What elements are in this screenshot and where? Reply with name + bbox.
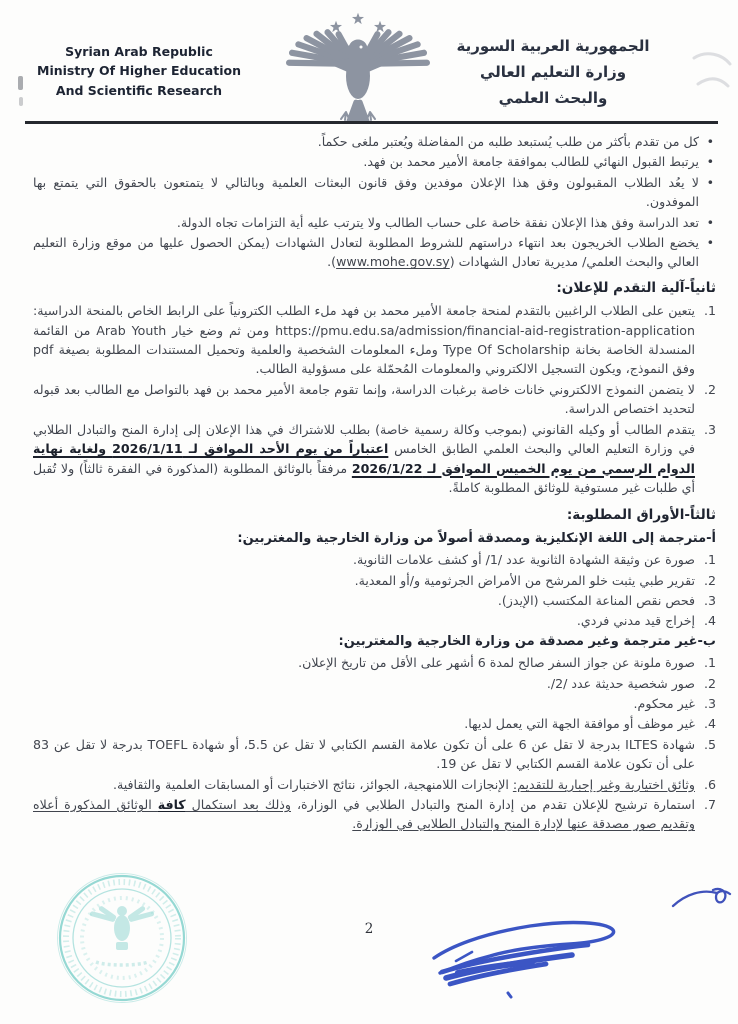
pmu-url-text: https://pmu.edu.sa/admission/financial-aid-registration-application: [275, 322, 695, 338]
item-number: 7.: [703, 797, 716, 812]
bullet-text: كل من تقدم بأكثر من طلب يُستبعد طلبه من المفاضلة ويُعتبر ملغى حكماً.: [317, 134, 699, 149]
numbered-item: [33, 420, 716, 498]
item-number: 2.: [703, 572, 716, 588]
bullet-marker: •: [706, 235, 714, 251]
document-body: [33, 131, 716, 835]
item-number: 3.: [703, 695, 716, 711]
arabic-header-line: الجمهورية العربية السورية: [456, 37, 650, 55]
item-text: يتعين على الطلاب الراغبين بالتقدم لمنحة جامعة الأمير محمد بن فهد ملء الطلب الكترونياً على الرابط الخاص بالمنحة الدراسية:: [33, 303, 695, 319]
bullet-text: يرتبط القبول النهائي للطالب بموافقة جامعة الأمير محمد بن فهد.: [363, 154, 699, 170]
numbered-item: [33, 591, 716, 610]
item-text: صورة ملونة عن جواز السفر صالح لمدة 6 أشهر على الأقل من تاريخ الإعلان.: [298, 655, 695, 671]
item-number: 4.: [703, 613, 716, 629]
bullet-marker: •: [706, 214, 714, 230]
item-text: إخراج قيد مدني فردي.: [576, 613, 695, 629]
intro-bullet-item: [33, 152, 716, 171]
arabic-header-line: وزارة التعليم العالي: [479, 62, 627, 81]
item-number: 3.: [703, 421, 716, 437]
numbered-item: [33, 694, 716, 713]
scan-edge-smudge: [18, 76, 23, 90]
syrian-eagle-emblem-icon: [283, 12, 433, 128]
item-underlined: وذلك بعد استكمال: [185, 797, 291, 812]
intro-bullet-item: [33, 132, 716, 151]
bullet-text: تعد الدراسة وفق هذا الإعلان نفقة خاصة على حساب الطالب ولا يترتب عليه أية التزامات تجاه الدولة.: [176, 214, 699, 230]
section-three-title: ثالثاً-الأوراق المطلوبة:: [566, 507, 716, 524]
item-text: غير موظف أو موافقة الجهة التي يعمل لديها.: [464, 716, 695, 732]
item-number: 2.: [703, 675, 716, 691]
item-number: 6.: [703, 776, 716, 792]
intro-bullet-item: [33, 173, 716, 212]
corner-scribble-icon: [670, 882, 734, 922]
numbered-item: [33, 611, 716, 630]
numbered-item: [33, 380, 716, 419]
group-a-list: [33, 550, 716, 631]
item-text: فحص نقص المناعة المكتسب (الإيدز).: [497, 592, 695, 608]
item-number: 4.: [703, 716, 716, 732]
intro-bullet-item: [33, 233, 716, 272]
bullet-marker: •: [706, 174, 714, 190]
group-b-title: ب-غير مترجمة وغير مصدقة من وزارة الخارجية والمغتربين:: [338, 633, 716, 649]
item-number: 1.: [703, 655, 716, 671]
item-text: يتقدم الطالب أو وكيله القانوني (بموجب وكالة رسمية خاصة) بطلب للاشتراك في هذا الإعلان إلى إدارة المنح والتبادل الطلابي في وزارة التعليم العالي والبحث العلمي الطابق الخامس: [33, 421, 696, 457]
ink-signature-icon: [420, 916, 640, 1005]
arabic-header-line: والبحث العلمي: [498, 88, 608, 107]
item-number: 1.: [703, 303, 716, 319]
group-b-list: [33, 653, 716, 834]
mohe-url-text: www.mohe.gov.sy: [336, 254, 450, 270]
bullet-text: لا يعُد الطلاب المقبولون وفق هذا الإعلان موفدين وفق قانون البعثات العلمية وبالتالي لا يتمتعون بالحقوق التي يتمتع بها الموفدون.: [33, 174, 699, 210]
item-text: مرفقاً بالوثائق المطلوبة (المذكورة في الفقرة ثالثاً) ولا تُقبل أي طلبات غير مستوفية للوثائق المطلوبة كاملةً.: [33, 460, 695, 495]
item-text: شهادة ILTES بدرجة لا تقل عن 6 على أن تكون علامة القسم الكتابي لا تقل عن 5.5، أو شهادة TOEFL بدرجة لا تقل عن 83 على أن تكون علامة القسم الكتابي لا تقل عن 19.: [33, 736, 695, 772]
numbered-item: [33, 653, 716, 672]
english-header-line: Syrian Arab Republic: [65, 44, 213, 59]
item-text: استمارة ترشيح للإعلان تقدم من إدارة المنح والتبادل الطلابي في الوزارة،: [291, 797, 695, 812]
item-text: الإنجازات اللامنهجية، الجوائز، نتائج الاختبارات أو المسابقات العلمية والثقافية.: [112, 776, 513, 792]
item-underlined-bold: كافة: [157, 797, 186, 812]
arabic-header: [438, 34, 668, 111]
item-text: صورة عن وثيقة الشهادة الثانوية عدد /1/ أو كشف علامات الثانوية.: [353, 552, 695, 568]
item-text: صور شخصية حديثة عدد /2/.: [546, 675, 695, 691]
item-number: 5.: [703, 736, 716, 752]
bullet-marker: •: [706, 134, 714, 149]
numbered-item: [33, 775, 716, 794]
section-two-title: ثانياً-آلية التقدم للإعلان:: [556, 279, 716, 296]
scan-edge-smudge: [19, 97, 23, 106]
numbered-item: [33, 550, 716, 569]
bullet-text: يخضع الطلاب الخريجون بعد انتهاء دراستهم للشروط المطلوبة لتعادل الشهادات (يمكن الحصول عليها من موقع وزارة التعليم العالي والبحث العلمي/ مديرية تعادل الشهادات (: [33, 235, 699, 270]
numbered-item: [33, 735, 716, 774]
intro-bullet-list: [33, 132, 716, 272]
item-text: غير محكوم.: [633, 695, 695, 711]
numbered-item: [33, 571, 716, 590]
english-header: [36, 42, 242, 100]
bullet-marker: •: [706, 154, 714, 170]
numbered-item: [33, 674, 716, 693]
ministry-round-stamp-icon: [44, 866, 204, 1024]
header-divider: [25, 121, 718, 124]
scan-artifact-marks: [686, 46, 738, 102]
item-text: ومن ثم وضع خيار Arab Youth من القائمة المنسدلة الخاصة بخانة Type Of Scholarship وملء المعلومات الشخصية والعلمية وتحميل المستندات المطلوبة بصيغة pdf وفق النموذج، ويكون التسجيل الالكتروني والمعلومات المُحمّلة على مسؤولية الطالب.: [33, 322, 695, 377]
numbered-item: [33, 714, 716, 733]
section-two-list: [33, 301, 716, 497]
item-underlined: الوثائق المذكورة أعلاه وتقديم صور مصدقة عنها لإدارة المنح والتبادل الطلابي في الوزارة.: [33, 797, 695, 832]
page-number: 2: [364, 921, 374, 937]
english-header-line: And Scientific Research: [55, 82, 223, 98]
intro-bullet-item: [33, 213, 716, 232]
item-text: لا يتضمن النموذج الالكتروني خانات خاصة برغبات الدراسة، وإنما تقوم جامعة الأمير محمد بن فهد بالتواصل مع الطالب بعد قبوله لتحديد اختصاص الدراسة.: [33, 381, 695, 417]
item-number: 2.: [703, 381, 716, 397]
numbered-item: [33, 301, 716, 379]
deadline-emphasis: اعتباراً من يوم الأحد الموافق لـ 2026/1/11 ولغاية نهاية الدوام الرسمي من يوم الخميس الموافق لـ 2026/1/22: [33, 441, 695, 476]
item-number: 3.: [703, 592, 716, 608]
group-a-title: أ-مترجمة إلى اللغة الإنكليزية ومصدقة أصولاً من وزارة الخارجية والمغتربين:: [237, 530, 716, 546]
item-number: 1.: [703, 552, 716, 568]
numbered-item: [33, 795, 716, 834]
item-lead-underlined: وثائق اختيارية وغير إجبارية للتقديم:: [512, 776, 695, 792]
english-header-line: Ministry Of Higher Education: [37, 63, 241, 79]
item-text: تقرير طبي يثبت خلو المرشح من الأمراض الجرثومية و/أو المعدية.: [354, 572, 695, 588]
bullet-text: ).: [327, 254, 337, 270]
